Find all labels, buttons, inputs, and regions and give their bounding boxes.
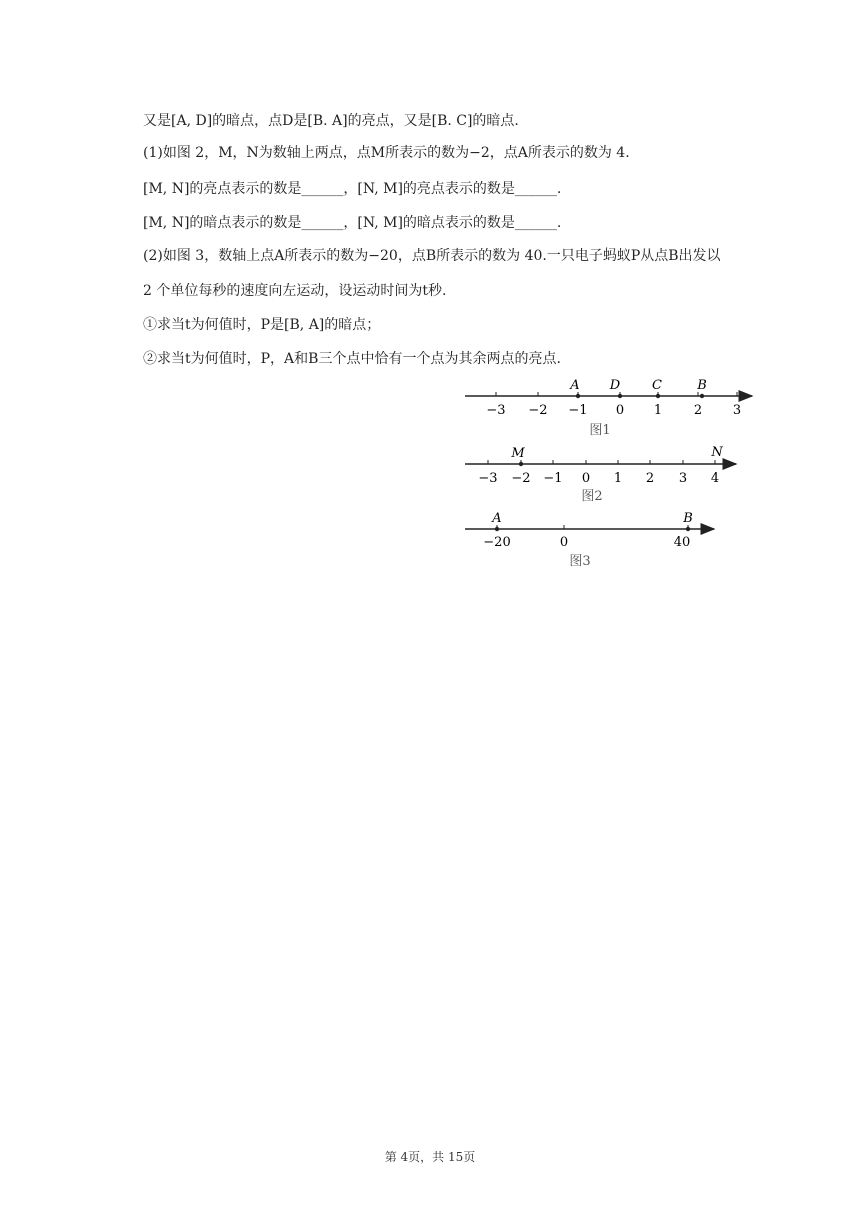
page-footer: 第 4页，共 15页 <box>384 1150 476 1164</box>
text-line: (1)如图 2，M，N为数轴上两点，点M所表示的数为−2，点A所表示的数为 4. <box>143 145 630 161</box>
point-marker <box>700 394 704 398</box>
tick-label: 3 <box>732 403 742 418</box>
tick-label: 40 <box>673 535 691 550</box>
tick-label: 2 <box>645 471 655 486</box>
point-label: A <box>492 511 502 526</box>
number-line-svg <box>460 370 760 570</box>
text-line: ②求当t为何值时，P，A和B三个点中恰有一个点为其余两点的亮点. <box>143 351 561 367</box>
text-line: ①求当t为何值时，P是[B, A]的暗点； <box>143 317 381 333</box>
tick-label: 4 <box>710 471 720 486</box>
tick-label: −1 <box>568 403 588 418</box>
tick-label: 1 <box>653 403 663 418</box>
tick-label: −1 <box>543 471 563 486</box>
point-label: M <box>511 446 525 461</box>
tick-label: 3 <box>678 471 688 486</box>
number-line-figures <box>460 370 760 570</box>
tick-label: −2 <box>511 471 531 486</box>
tick-label: −2 <box>528 403 548 418</box>
tick-label: −3 <box>478 471 498 486</box>
text-line: [M, N]的暗点表示的数是______，[N, M]的暗点表示的数是______. <box>143 215 562 231</box>
text-line: 又是[A, D]的暗点，点D是[B. A]的亮点，又是[B. C]的暗点. <box>143 113 519 129</box>
tick-label: −20 <box>483 535 511 550</box>
point-label: N <box>711 445 723 460</box>
figure-caption: 图3 <box>569 554 591 569</box>
tick-label: 0 <box>559 535 569 550</box>
tick-label: 0 <box>581 471 591 486</box>
point-marker <box>656 394 660 398</box>
text-line: (2)如图 3，数轴上点A所表示的数为−20，点B所表示的数为 40.一只电子蚂蚁P从点B出发以 <box>143 248 721 264</box>
figure-caption: 图1 <box>589 423 611 438</box>
point-label: D <box>609 378 621 393</box>
tick-label: −3 <box>486 403 506 418</box>
point-label: C <box>652 378 662 393</box>
point-marker <box>576 394 580 398</box>
text-line: 2 个单位每秒的速度向左运动，设运动时间为t秒. <box>143 283 447 299</box>
tick-label: 2 <box>693 403 703 418</box>
figure-1 <box>465 378 752 438</box>
point-label: B <box>697 378 707 393</box>
point-marker <box>618 394 622 398</box>
tick-label: 1 <box>613 471 623 486</box>
point-marker <box>686 527 690 531</box>
point-marker <box>495 527 499 531</box>
figure-3 <box>465 511 714 569</box>
point-label: A <box>570 378 580 393</box>
point-label: B <box>683 511 693 526</box>
figure-caption: 图2 <box>581 489 603 504</box>
point-marker <box>519 462 523 466</box>
figure-2 <box>465 445 736 504</box>
tick-label: 0 <box>615 403 625 418</box>
text-line: [M, N]的亮点表示的数是______，[N, M]的亮点表示的数是______. <box>143 181 562 197</box>
